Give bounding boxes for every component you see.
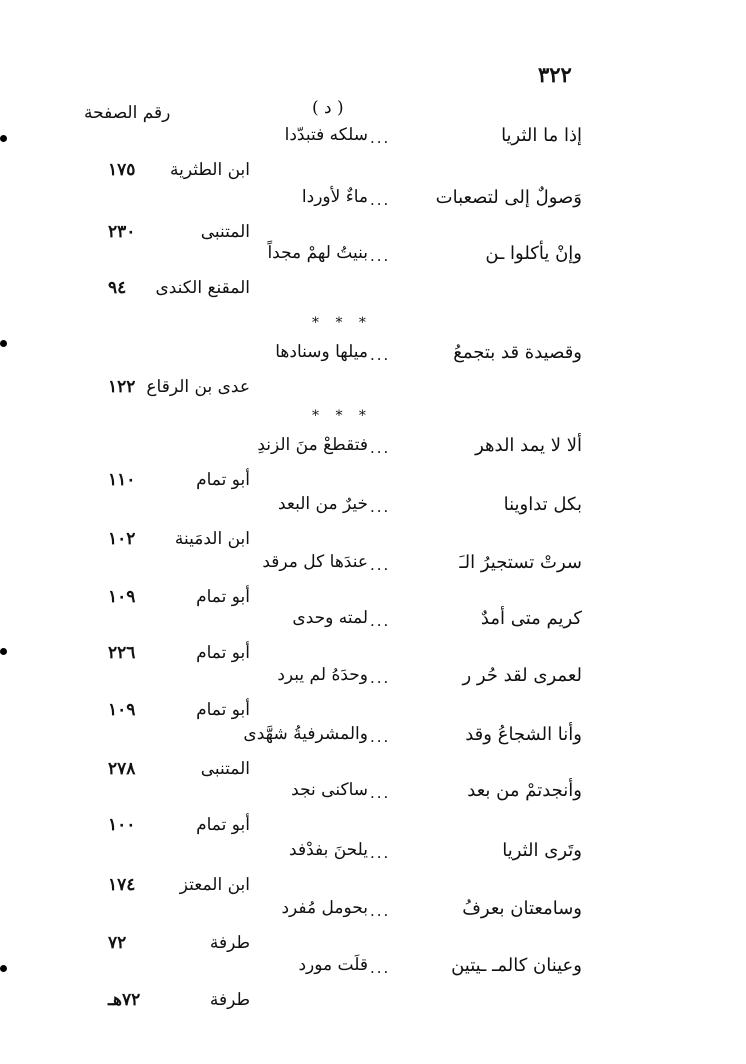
- ellipsis: ...: [370, 902, 391, 920]
- verse-first-words: بكل تداوينا: [503, 494, 582, 515]
- verse-rhyme-word: بنيتُ لهمْ مجداً: [267, 243, 368, 263]
- ellipsis: ...: [370, 959, 391, 977]
- verse-rhyme-word: وحدَهُ لم يبرد: [277, 665, 368, 685]
- verse-first-words: إذا ما الثريا: [501, 125, 582, 146]
- verse-rhyme-word: والمشرفيةُ شهَّدى: [243, 724, 368, 744]
- page-reference: ١٠٠: [108, 815, 136, 835]
- ellipsis: ...: [370, 439, 391, 457]
- page-reference: ٢٧٨: [108, 759, 136, 779]
- verse-rhyme-word: ساكنى نجد: [291, 780, 368, 800]
- verse-first-words: وسامعتان بعرفُ: [462, 898, 582, 919]
- page-reference: ٧٢هـ: [108, 990, 141, 1010]
- poet-name: المتنبى: [200, 759, 250, 779]
- ellipsis: ...: [370, 669, 391, 687]
- margin-dot: [0, 965, 7, 972]
- verse-rhyme-word: عندَها كل مرقد: [262, 552, 368, 572]
- page-reference: ١٠٢: [108, 529, 136, 549]
- poet-name: المتنبى: [200, 222, 250, 242]
- poet-name: المقنع الكندى: [155, 278, 250, 298]
- poet-name: طرفة: [209, 990, 250, 1010]
- verse-first-words: وأنا الشجاعُ وقد: [465, 724, 582, 745]
- page-reference: ١٢٢: [108, 377, 136, 397]
- separator-stars: * * *: [312, 408, 372, 424]
- verse-rhyme-word: يلحنَ بفدْفد: [289, 840, 368, 860]
- verse-first-words: سرتْ تستجيرُ الـَ: [459, 552, 582, 573]
- page-column-header: رقم الصفحة: [84, 103, 171, 123]
- verse-first-words: وتَرى الثريا: [502, 840, 582, 861]
- page-reference: ١١٠: [108, 470, 136, 490]
- verse-first-words: وأنجدتمْ من بعد: [467, 780, 582, 801]
- ellipsis: ...: [370, 844, 391, 862]
- verse-first-words: ألا لا يمد الدهر: [475, 435, 582, 456]
- poet-name: ابن المعتز: [179, 875, 250, 895]
- verse-first-words: وقصيدة قد بتجمعُ: [453, 342, 582, 363]
- poet-name: أبو تمام: [196, 815, 250, 835]
- ellipsis: ...: [370, 784, 391, 802]
- ellipsis: ...: [370, 556, 391, 574]
- ellipsis: ...: [370, 728, 391, 746]
- verse-rhyme-word: سلكه فتبدّدا: [284, 125, 368, 145]
- page-reference: ١٠٩: [108, 700, 136, 720]
- page-reference: ١٠٩: [108, 587, 136, 607]
- poet-name: طرفة: [209, 933, 250, 953]
- poet-name: أبو تمام: [196, 587, 250, 607]
- ellipsis: ...: [370, 346, 391, 364]
- verse-first-words: وَصولٌ إلى لتصعبات: [435, 187, 582, 208]
- poet-name: ابن الطثرية: [169, 160, 250, 180]
- verse-rhyme-word: قلَت مورد: [298, 955, 368, 975]
- ellipsis: ...: [370, 612, 391, 630]
- poet-name: أبو تمام: [196, 470, 250, 490]
- poet-name: عدى بن الرقاع: [146, 377, 250, 397]
- verse-rhyme-word: فتقطعْ منَ الزندِ: [257, 435, 368, 455]
- ellipsis: ...: [370, 191, 391, 209]
- poet-name: أبو تمام: [196, 700, 250, 720]
- verse-first-words: وعينان كالمـ ـيتين: [451, 955, 582, 976]
- verse-rhyme-word: خيرٌ من البعد: [277, 494, 368, 514]
- verse-first-words: لعمرى لقد حُر ر: [462, 665, 582, 686]
- margin-dot: [0, 340, 7, 347]
- separator-stars: * * *: [312, 315, 372, 331]
- margin-dot: [0, 135, 7, 142]
- ellipsis: ...: [370, 129, 391, 147]
- page-reference: ١٧٥: [108, 160, 136, 180]
- verse-first-words: كريم متى أمدٌ: [480, 608, 582, 629]
- page-number: ٣٢٢: [538, 62, 572, 87]
- page-reference: ٧٢: [108, 933, 127, 953]
- ellipsis: ...: [370, 498, 391, 516]
- section-letter: ( د ): [312, 98, 344, 118]
- verse-first-words: وإنْ يأكلوا ـن: [485, 243, 582, 264]
- verse-rhyme-word: ميلها وسنادها: [275, 342, 368, 362]
- page-reference: ٢٢٦: [108, 643, 136, 663]
- verse-rhyme-word: ماءٌ لأوردا: [301, 187, 368, 207]
- margin-dot: [0, 648, 7, 655]
- page-reference: ١٧٤: [108, 875, 136, 895]
- ellipsis: ...: [370, 247, 391, 265]
- verse-rhyme-word: لمته وحدى: [292, 608, 368, 628]
- verse-rhyme-word: بحومل مُفرد: [281, 898, 368, 918]
- page-reference: ٢٣٠: [108, 222, 136, 242]
- page-reference: ٩٤: [108, 278, 127, 298]
- poet-name: أبو تمام: [196, 643, 250, 663]
- poet-name: ابن الدمَينة: [174, 529, 250, 549]
